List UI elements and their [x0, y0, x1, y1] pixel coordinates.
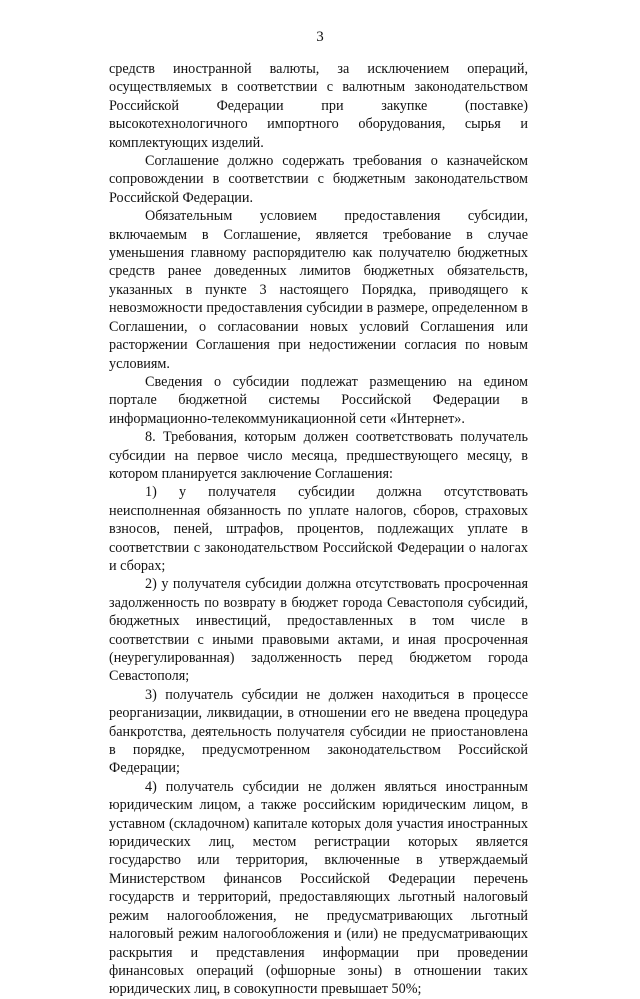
- page-number: 3: [316, 29, 324, 45]
- list-item-4: 4) получатель субсидии не должен являться иностранным юридическим лицом, а также российским юридическим лицом, в уставном (складочном) капитале которых доля участия иностранных юридических лиц, местом регистрации которых является государство или территория, включенные в утверждаемый Министерством финансов Российской Федерации перечень государств и территорий, предоставляющих льготный налоговый режим налогообложения, не предусматривающих льготный налоговый режим налогообложения и (или) не предусматривающих раскрытия и представления информации при проведении финансовых операций (офшорные зоны) в отношении таких юридических лиц, в совокупности превышает 50%;: [109, 778, 528, 998]
- list-item-3: 3) получатель субсидии не должен находиться в процессе реорганизации, ликвидации, в отношении его не введена процедура банкротства, деятельность получателя субсидии не приостановлена в порядке, предусмотренном законодательством Российской Федерации;: [109, 686, 528, 777]
- document-body: [109, 60, 528, 999]
- list-item-1: 1) у получателя субсидии должна отсутствовать неисполненная обязанность по уплате налогов, сборов, страховых взносов, пеней, штрафов, процентов, подлежащих уплате в соответствии с законодательством Российской Федерации о налогах и сборах;: [109, 484, 528, 574]
- paragraph-requirements-8: 8. Требования, которым должен соответствовать получатель субсидии на первое число месяца, предшествующего месяцу, в котором планируется заключение Соглашения:: [109, 429, 528, 482]
- paragraph-treasury-support: Соглашение должно содержать требования о казначейском сопровождении в соответствии с бюджетным законодательством Российской Федерации.: [109, 153, 528, 206]
- list-item-2: 2) у получателя субсидии должна отсутствовать просроченная задолженность по возврату в бюджет города Севастополя субсидий, бюджетных инвестиций, предоставленных в том числе в соответствии с иными правовыми актами, и иная просроченная (неурегулированная) задолженность перед бюджетом города Севастополя;: [109, 576, 528, 685]
- paragraph-subsidy-info: Сведения о субсидии подлежат размещению на едином портале бюджетной системы Российской Федерации в информационно-телекоммуникационной сети «Интернет».: [109, 373, 528, 427]
- paragraph-continuation: средств иностранной валюты, за исключением операций, осуществляемых в соответствии с валютным законодательством Российской Федерации при закупке (поставке) высокотехнологичного импортного оборудования, сырья и комплектующих изделий.: [109, 61, 528, 151]
- paragraph-mandatory-condition: Обязательным условием предоставления субсидии, включаемым в Соглашение, является требование в случае уменьшения главному распорядителю как получателю бюджетных средств ранее доведенных лимитов бюджетных обязательств, указанных в пункте 3 настоящего Порядка, приводящего к невозможности предоставления субсидии в размере, определенном в Соглашении, о согласовании новых условий Соглашения или расторжении Соглашения при недостижении согласия по новым условиям.: [109, 208, 528, 372]
